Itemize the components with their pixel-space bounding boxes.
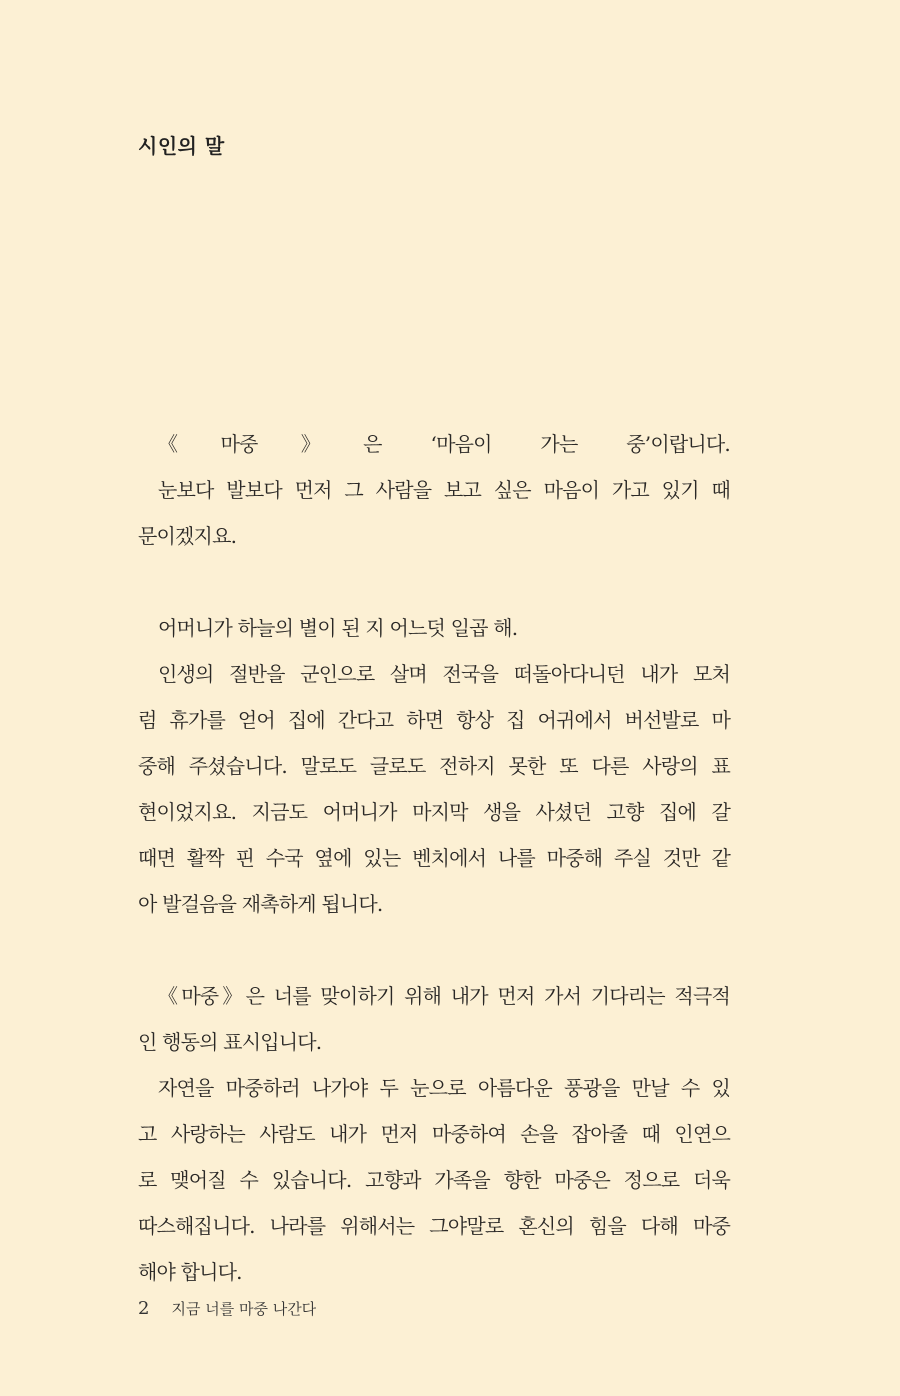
page-number: 2 — [138, 1298, 150, 1319]
text-line: 인 행동의 표시입니다. — [138, 1030, 322, 1054]
text-line: 아 발걸음을 재촉하게 됩니다. — [138, 892, 383, 916]
text-line: 때면 활짝 핀 수국 옆에 있는 벤치에서 나를 마중해 주실 것만 같 — [138, 846, 730, 870]
text-line: 해야 합니다. — [138, 1260, 242, 1284]
text-line: 문이겠지요. — [138, 524, 237, 548]
text-line: 인생의 절반을 군인으로 살며 전국을 떠돌아다니던 내가 모처 — [158, 662, 730, 686]
text-line: 자연을 마중하러 나가야 두 눈으로 아름다운 풍광을 만날 수 있 — [158, 1076, 730, 1100]
text-line: 《마중》은 너를 맞이하기 위해 내가 먼저 가서 기다리는 적극적 — [158, 984, 730, 1008]
text-line: 따스해집니다. 나라를 위해서는 그야말로 혼신의 힘을 다해 마중 — [138, 1214, 730, 1238]
page-footer — [138, 1298, 316, 1319]
text-line: 로 맺어질 수 있습니다. 고향과 가족을 향한 마중은 정으로 더욱 — [138, 1168, 730, 1192]
page-heading: 시인의 말 — [138, 134, 225, 158]
text-line: 럼 휴가를 얻어 집에 간다고 하면 항상 집 어귀에서 버선발로 마 — [138, 708, 730, 732]
text-line: 어머니가 하늘의 별이 된 지 어느덧 일곱 해. — [158, 616, 518, 640]
text-line: 《마중》은 ‘마음이 가는 중’이랍니다. — [158, 432, 730, 456]
text-line: 고 사랑하는 사람도 내가 먼저 마중하여 손을 잡아줄 때 인연으 — [138, 1122, 730, 1146]
text-line: 눈보다 발보다 먼저 그 사람을 보고 싶은 마음이 가고 있기 때 — [158, 478, 730, 502]
text-line: 현이었지요. 지금도 어머니가 마지막 생을 사셨던 고향 집에 갈 — [138, 800, 730, 824]
text-line: 중해 주셨습니다. 말로도 글로도 전하지 못한 또 다른 사랑의 표 — [138, 754, 730, 778]
book-title: 지금 너를 마중 나간다 — [171, 1300, 317, 1318]
body-text — [138, 421, 730, 1295]
